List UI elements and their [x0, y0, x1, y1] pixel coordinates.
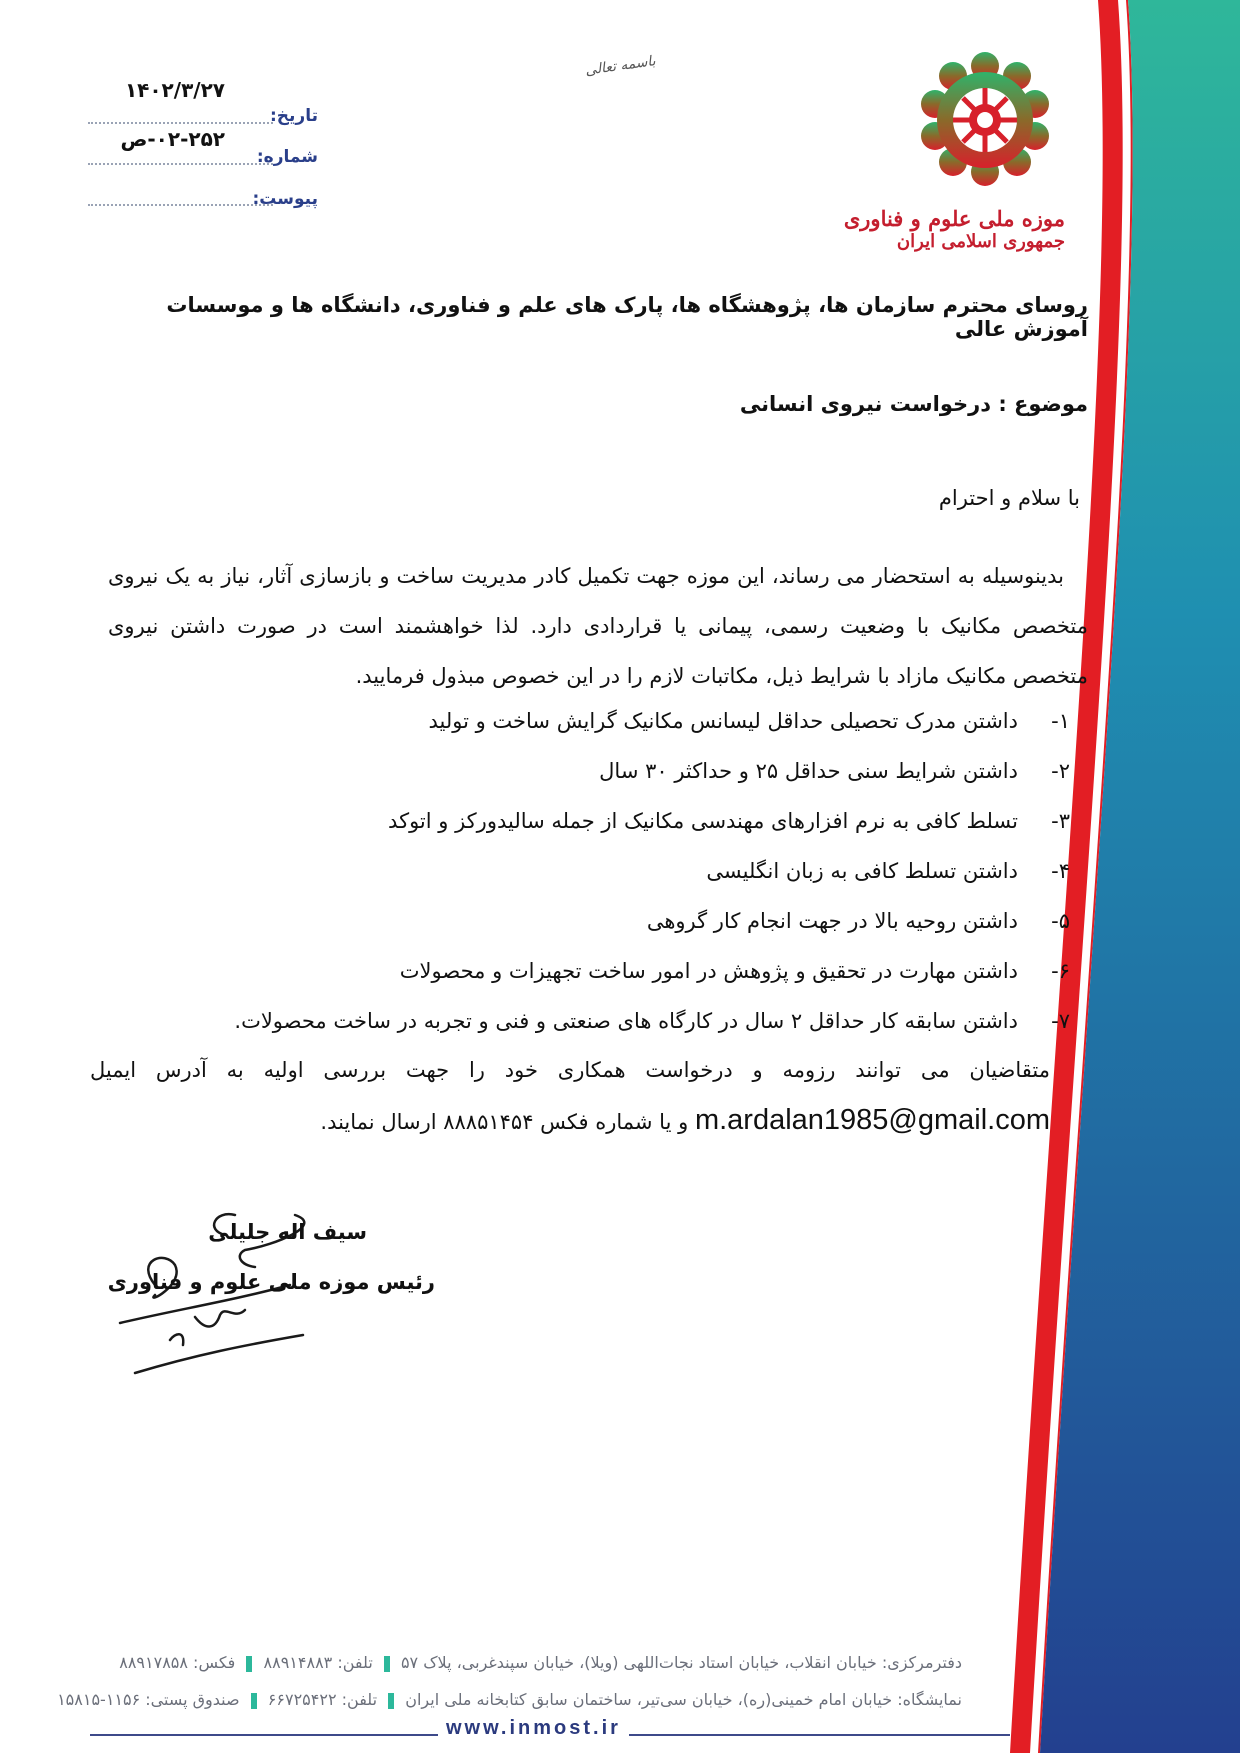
list-item — [170, 796, 1070, 846]
logo-caption-line1: موزه ملی علوم و فناوری — [843, 206, 1065, 231]
footer-separator — [384, 1656, 390, 1672]
list-item-number: ۴- — [1051, 859, 1070, 883]
list-item-number: ۶- — [1051, 959, 1070, 983]
recipient-line: روسای محترم سازمان ها، پژوهشگاه ها، پارک های علم و فناوری، دانشگاه ها و موسسات آموزش عالی — [166, 293, 1088, 341]
list-item — [170, 696, 1070, 746]
greeting: با سلام و احترام — [938, 486, 1080, 510]
body-paragraph — [108, 551, 1088, 701]
signer-title: رئیس موزه ملی علوم و فناوری — [107, 1270, 435, 1294]
list-item-number: ۵- — [1051, 909, 1070, 933]
footer-hq — [62, 1653, 962, 1672]
list-item-number: ۳- — [1051, 809, 1070, 833]
logo-caption-line2: جمهوری اسلامی ایران — [896, 231, 1065, 252]
list-item — [170, 746, 1070, 796]
list-item-text: داشتن شرایط سنی حداقل ۲۵ و حداکثر ۳۰ سال — [599, 759, 1018, 783]
website-link[interactable]: www.inmost.ir — [438, 1717, 629, 1740]
date-dotted-line — [88, 122, 273, 124]
museum-emblem-icon — [905, 38, 1065, 198]
list-item-text: داشتن مدرک تحصیلی حداقل لیسانس مکانیک گرایش ساخت و تولید — [428, 709, 1018, 733]
footer-hq-address: دفترمرکزی: خیابان انقلاب، خیابان استاد نجات‌اللهی (ویلا)، خیابان سپندغربی، پلاک ۵۷ — [400, 1653, 962, 1672]
footer-separator — [388, 1693, 394, 1709]
list-item-text: داشتن تسلط کافی به زبان انگلیسی — [706, 859, 1018, 883]
subject-line: موضوع : درخواست نیروی انسانی — [739, 392, 1088, 416]
list-item-text: داشتن سابقه کار حداقل ۲ سال در کارگاه های صنعتی و فنی و تجربه در ساخت محصولات. — [234, 1009, 1018, 1033]
footer-hq-fax: فکس: ۸۸۹۱۷۸۵۸ — [119, 1653, 236, 1672]
number-label: شماره: — [256, 147, 318, 167]
list-item-number: ۷- — [1051, 1009, 1070, 1033]
number-dotted-line — [88, 163, 273, 165]
requirements-list — [170, 696, 1070, 1046]
list-item-text: داشتن روحیه بالا در جهت انجام کار گروهی — [646, 909, 1018, 933]
footer-exhibit-phone: تلفن: ۶۶۷۲۵۴۲۲ — [267, 1690, 378, 1709]
date-label: تاریخ: — [270, 106, 318, 126]
body-text: بدینوسیله به استحضار می رساند، این موزه جهت تکمیل کادر مدیریت ساخت و بازسازی آثار، نیاز به یک نیروی متخصص مکانیک با وضعیت رسمی، پیمانی یا قراردادی دارد. لذا خواهشمند است در صورت داشتن نیروی متخصص مکانیک مازاد با شرایط ذیل، مکاتبات لازم را در این خصوص مبذول فرمایید. — [108, 564, 1088, 688]
footer-separator — [246, 1656, 252, 1672]
list-item — [170, 946, 1070, 996]
closing-paragraph — [90, 1045, 1050, 1147]
footer-exhibit — [57, 1690, 962, 1709]
signer-name: سیف اله جلیلی — [208, 1220, 367, 1244]
list-item — [170, 996, 1070, 1046]
list-item-number: ۲- — [1051, 759, 1070, 783]
footer-separator — [251, 1693, 257, 1709]
invocation: باسمه تعالی — [584, 53, 657, 79]
footer-exhibit-address: نمایشگاه: خیابان امام خمینی(ره)، خیابان سی‌تیر، ساختمان سابق کتابخانه ملی ایران — [405, 1690, 962, 1709]
list-item — [170, 846, 1070, 896]
footer-exhibit-pobox: صندوق پستی: ۱۱۵۶-۱۵۸۱۵ — [57, 1690, 240, 1709]
email-link[interactable]: m.ardalan1985@gmail.com — [694, 1104, 1050, 1136]
list-item-text: داشتن مهارت در تحقیق و پژوهش در امور ساخت تجهیزات و محصولات — [399, 959, 1018, 983]
list-item — [170, 896, 1070, 946]
footer-hq-phone: تلفن: ۸۸۹۱۴۸۸۳ — [263, 1653, 373, 1672]
date-value: ۱۴۰۲/۳/۲۷ — [124, 78, 225, 102]
attachment-label: پیوست: — [252, 189, 318, 209]
attachment-dotted-line — [88, 204, 273, 206]
list-item-number: ۱- — [1051, 709, 1070, 733]
number-value: ۰۲-۲۵۲-ص — [120, 127, 225, 151]
museum-logo — [843, 38, 1065, 268]
closing-text: متقاضیان می توانند رزومه و درخواست همکاری خود را جهت بررسی اولیه به آدرس ایمیل — [90, 1058, 1050, 1082]
list-item-text: تسلط کافی به نرم افزارهای مهندسی مکانیک از جمله سالیدورکز و اتوکد — [388, 809, 1018, 833]
closing-fax-text: و یا شماره فکس ۸۸۸۵۱۴۵۴ ارسال نمایند. — [320, 1110, 689, 1134]
